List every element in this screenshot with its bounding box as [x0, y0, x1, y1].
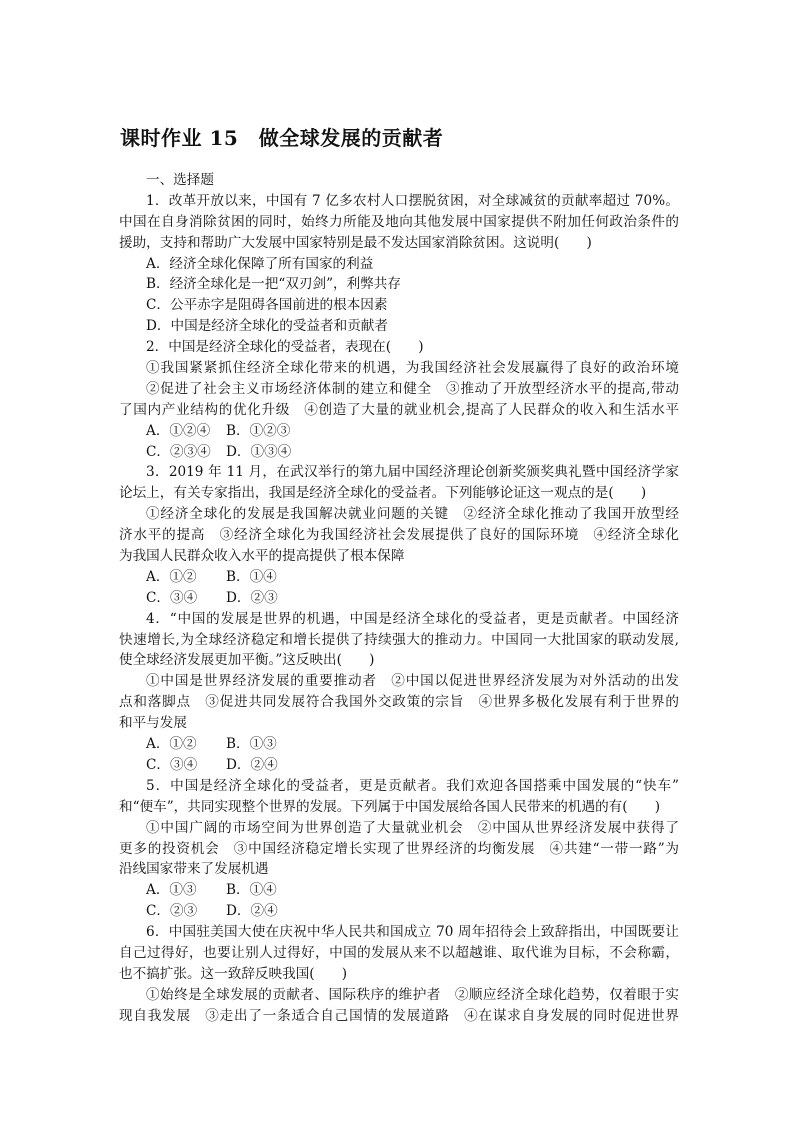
q3-option-c: C．③④ — [146, 589, 198, 606]
q3-options-row-2 — [119, 588, 679, 609]
q3-item-line-1: ①经济全球化的发展是我国解决就业问题的关键 ②经济全球化推动了我国开放型经 — [146, 506, 679, 523]
q5-options-row-1 — [119, 880, 679, 901]
q4-item-line-1: ①中国是世界经济发展的重要推动者 ②中国以促进世界经济发展为对外活动的出发 — [146, 673, 679, 690]
q4-option-a: A．①② — [146, 736, 197, 753]
q3-option-d: D．②③ — [226, 589, 278, 606]
q2-option-a: A．①②④ — [146, 422, 211, 439]
q2-item-line-3: 了国内产业结构的优化升级 ④创造了大量的就业机会,提高了人民群众的收入和生活水平 — [119, 401, 679, 418]
q5-option-b: B．①④ — [226, 882, 277, 899]
q6-line-2: 自己过得好，也要让别人过得好，中国的发展从来不以超越谁、取代谁为目标，不会称霸， — [119, 944, 679, 961]
q3-options-row-1 — [119, 567, 679, 588]
q2-line-1: 2．中国是经济全球化的受益者，表现在( ) — [146, 339, 424, 356]
q1-line-3: 援助，支持和帮助广大发展中国家特别是最不发达国家消除贫困。这说明( ) — [119, 234, 592, 251]
q5-option-c: C．②③ — [146, 903, 198, 920]
q1-option-c: C．公平赤字是阻碍各国前进的根本因素 — [146, 297, 388, 314]
q4-line-3: 使全球经济发展更加平衡。”这反映出( ) — [119, 652, 375, 669]
q1-option-b: B．经济全球化是一把“双刃剑”，利弊共存 — [146, 276, 401, 293]
q1-option-a: A．经济全球化保障了所有国家的利益 — [146, 255, 374, 272]
q5-line-2: 和“便车”，共同实现整个世界的发展。下列属于中国发展给各国人民带来的机遇的有( ) — [119, 798, 661, 815]
q5-line-1: 5．中国是经济全球化的受益者，更是贡献者。我们欢迎各国搭乘中国发展的“快车” — [146, 777, 679, 794]
q1-option-d: D．中国是经济全球化的受益者和贡献者 — [146, 318, 388, 335]
q6-line-1: 6．中国驻美国大使在庆祝中华人民共和国成立 70 周年招待会上致辞指出，中国既要让 — [146, 924, 679, 941]
q1-line-2: 中国在自身消除贫困的同时，始终力所能及地向其他发展中国家提供不附加任何政治条件的 — [119, 213, 679, 230]
q2-option-c: C．②③④ — [146, 443, 211, 460]
q2-item-line-2: ②促进了社会主义市场经济体制的建立和健全 ③推动了开放型经济水平的提高,带动 — [146, 380, 679, 397]
q5-options-row-2 — [119, 901, 679, 922]
q4-options-row-2 — [119, 755, 679, 776]
q6-item-line-2: 现自我发展 ③走出了一条适合自己国情的发展道路 ④在谋求自身发展的同时促进世界 — [119, 1007, 679, 1024]
q5-option-a: A．①③ — [146, 882, 197, 899]
q2-item-line-1: ①我国紧紧抓住经济全球化带来的机遇，为我国经济社会发展赢得了良好的政治环境 — [146, 360, 679, 377]
q3-item-line-2: 济水平的提高 ③经济全球化为我国经济社会发展提供了良好的国际环境 ④经济全球化 — [119, 527, 679, 544]
q3-option-b: B．①④ — [226, 568, 277, 585]
q3-option-a: A．①② — [146, 568, 197, 585]
q2-option-b: B．①②③ — [226, 422, 291, 439]
q4-line-2: 快速增长,为全球经济稳定和增长提供了持续强大的推动力。中国同一大批国家的联动发展, — [119, 631, 679, 648]
q4-item-line-2: 点和落脚点 ③促进共同发展符合我国外交政策的宗旨 ④世界多极化发展有利于世界的 — [119, 694, 679, 711]
section-heading: 一、选择题 — [146, 172, 214, 188]
q2-options-row-2 — [119, 442, 679, 463]
q4-option-c: C．③④ — [146, 756, 198, 773]
document-body — [119, 170, 679, 1027]
q3-item-line-3: 为我国人民群众收入水平的提高提供了根本保障 — [119, 548, 405, 565]
q1-line-1: 1．改革开放以来，中国有 7 亿多农村人口摆脱贫困，对全球减贫的贡献率超过 70%。 — [146, 192, 679, 209]
q3-line-1: 3．2019 年 11 月，在武汉举行的第九届中国经济理论创新奖颁奖典礼暨中国经济学家 — [146, 464, 679, 481]
q4-option-b: B．①③ — [226, 736, 277, 753]
q4-item-line-3: 和平与发展 — [119, 715, 187, 732]
q5-item-line-2: 更多的投资机会 ③中国经济稳定增长实现了世界经济的均衡发展 ④共建“一带一路”为 — [119, 840, 679, 857]
q4-line-1: 4．“中国的发展是世界的机遇，中国是经济全球化的受益者，更是贡献者。中国经济 — [146, 610, 679, 627]
q5-item-line-3: 沿线国家带来了发展机遇 — [119, 861, 269, 878]
q2-option-d: D．①③④ — [226, 443, 292, 460]
q6-line-3: 也不搞扩张。这一致辞反映我国( ) — [119, 965, 348, 982]
q5-option-d: D．②④ — [226, 903, 278, 920]
q6-item-line-1: ①始终是全球发展的贡献者、国际秩序的维护者 ②顺应经济全球化趋势，仅着眼于实 — [146, 986, 679, 1003]
q4-option-d: D．②④ — [226, 756, 278, 773]
q4-options-row-1 — [119, 734, 679, 755]
q2-options-row-1 — [119, 421, 679, 442]
q5-item-line-1: ①中国广阔的市场空间为世界创造了大量就业机会 ②中国从世界经济发展中获得了 — [146, 819, 679, 836]
q3-line-2: 论坛上，有关专家指出，我国是经济全球化的受益者。下列能够论证这一观点的是( ) — [119, 485, 647, 502]
page-title: 课时作业 15 做全球发展的贡献者 — [120, 126, 444, 150]
